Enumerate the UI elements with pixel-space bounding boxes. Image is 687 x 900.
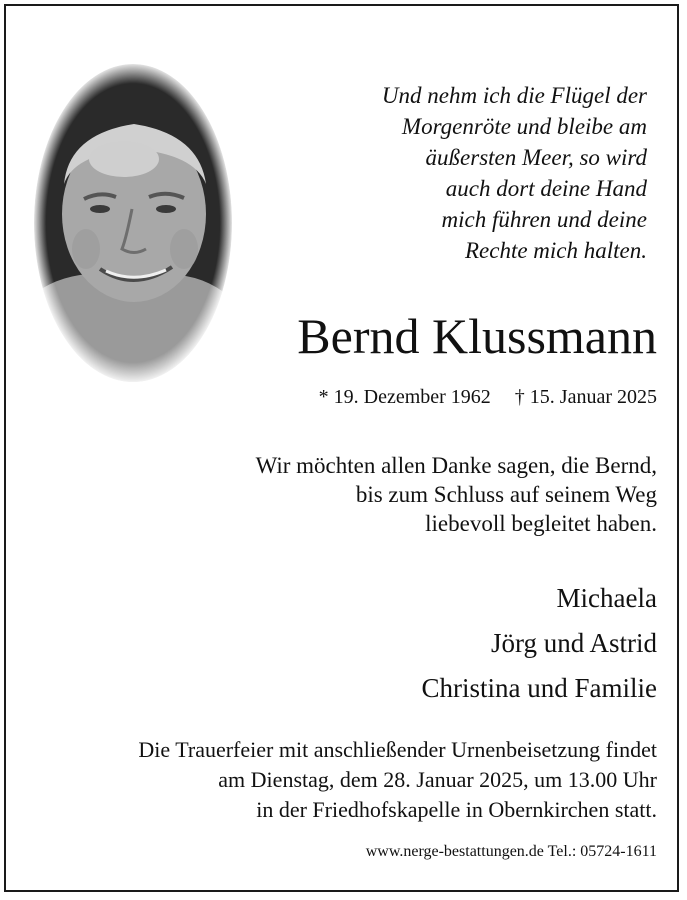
verse-line: auch dort deine Hand [445, 176, 647, 201]
verse-line: Und nehm ich die Flügel der [381, 83, 647, 108]
ceremony-line: am Dienstag, dem 28. Januar 2025, um 13.00 Uhr [218, 767, 657, 792]
mourner-name: Michaela [556, 583, 657, 613]
deceased-name: Bernd Klussmann [297, 308, 657, 364]
verse-line: äußersten Meer, so wird [425, 145, 647, 170]
death-date: † 15. Januar 2025 [514, 386, 657, 408]
mourner-name: Christina und Familie [421, 673, 657, 703]
birth-date: * 19. Dezember 1962 [318, 386, 491, 408]
verse-line: mich führen und deine [441, 207, 647, 232]
thanks-line: liebevoll begleitet haben. [425, 511, 657, 536]
thanks-message [137, 451, 657, 538]
portrait-photo [34, 64, 232, 382]
funeral-home-contact: www.nerge-bestattungen.de Tel.: 05724-1611 [365, 843, 657, 860]
thanks-line: Wir möchten allen Danke sagen, die Bernd, [255, 453, 657, 478]
thanks-line: bis zum Schluss auf seinem Weg [355, 482, 657, 507]
life-dates [319, 384, 657, 410]
mourners-list [257, 576, 657, 711]
bible-verse [287, 80, 647, 266]
ceremony-line: in der Friedhofskapelle in Obernkirchen statt. [256, 797, 657, 822]
mourner-name: Jörg und Astrid [490, 628, 657, 658]
verse-line: Rechte mich halten. [464, 238, 647, 263]
verse-line: Morgenröte und bleibe am [401, 114, 647, 139]
ceremony-info [17, 735, 657, 825]
ceremony-line: Die Trauerfeier mit anschließender Urnenbeisetzung findet [138, 737, 657, 762]
